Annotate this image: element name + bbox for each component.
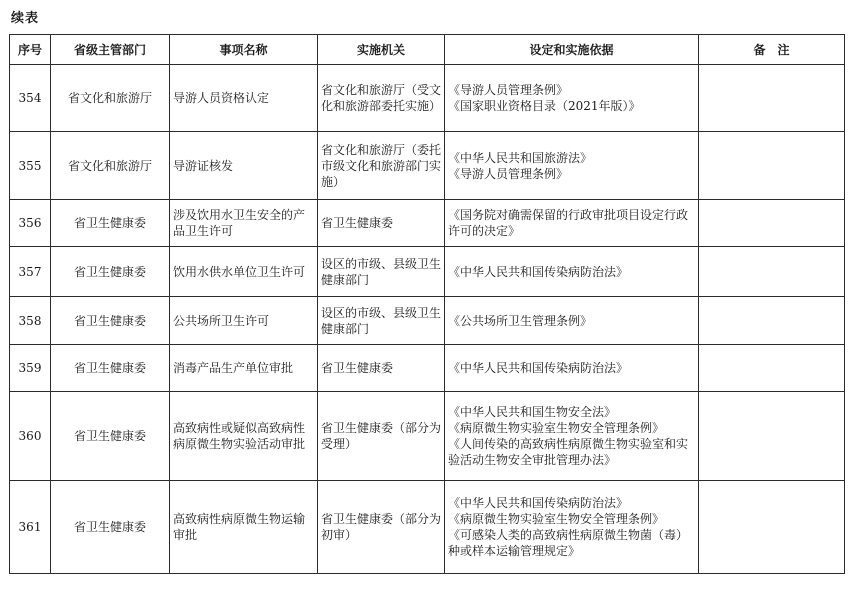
cell-basis	[445, 247, 699, 297]
cell-remark	[699, 132, 845, 200]
cell-remark	[699, 247, 845, 297]
cell-basis	[445, 481, 699, 574]
cell-basis	[445, 392, 699, 481]
basis-line: 《病原微生物实验室生物安全管理条例》	[448, 512, 665, 526]
table-row	[10, 200, 845, 247]
cell-agency: 省卫生健康委（部分为初审）	[318, 481, 445, 574]
cell-remark	[699, 200, 845, 247]
cell-seq: 356	[10, 200, 51, 247]
basis-line: 《公共场所卫生管理条例》	[448, 313, 593, 328]
header-basis: 设定和实施依据	[445, 35, 699, 65]
approval-items-table	[9, 34, 845, 574]
cell-dept: 省文化和旅游厅	[51, 65, 170, 132]
cell-item: 涉及饮用水卫生安全的产品卫生许可	[170, 200, 318, 247]
basis-line: 《中华人民共和国生物安全法》	[448, 405, 617, 419]
basis-line: 《中华人民共和国传染病防治法》	[448, 361, 629, 375]
cell-seq: 358	[10, 297, 51, 345]
basis-line: 《可感染人类的高致病性病原微生物菌（毒）种或样本运输管理规定》	[448, 528, 689, 558]
basis-line: 《导游人员管理条例》	[448, 166, 569, 181]
cell-dept: 省卫生健康委	[51, 200, 170, 247]
cell-basis	[445, 65, 699, 132]
cell-remark	[699, 392, 845, 481]
cell-remark	[699, 345, 845, 392]
table-row	[10, 392, 845, 481]
table-row	[10, 132, 845, 200]
cell-basis	[445, 132, 699, 200]
header-item: 事项名称	[170, 35, 318, 65]
cell-item: 高致病性或疑似高致病性病原微生物实验活动审批	[170, 392, 318, 481]
cell-item: 导游人员资格认定	[170, 65, 318, 132]
cell-agency: 省卫生健康委	[318, 200, 445, 247]
cell-seq: 354	[10, 65, 51, 132]
cell-basis	[445, 200, 699, 247]
cell-seq: 361	[10, 481, 51, 574]
cell-seq: 360	[10, 392, 51, 481]
cell-dept: 省卫生健康委	[51, 297, 170, 345]
table-caption: 续表	[11, 11, 40, 26]
table-row	[10, 65, 845, 132]
table-row	[10, 481, 845, 574]
cell-dept: 省卫生健康委	[51, 481, 170, 574]
cell-seq: 355	[10, 132, 51, 200]
basis-line: 《中华人民共和国传染病防治法》	[448, 264, 629, 279]
basis-line: 《导游人员管理条例》	[448, 83, 569, 97]
cell-item: 公共场所卫生许可	[170, 297, 318, 345]
cell-dept: 省卫生健康委	[51, 392, 170, 481]
header-dept: 省级主管部门	[51, 35, 170, 65]
basis-line: 《中华人民共和国传染病防治法》	[448, 496, 629, 510]
basis-line: 《人间传染的高致病性病原微生物实验室和实验活动生物安全审批管理办法》	[448, 437, 689, 467]
cell-item: 导游证核发	[170, 132, 318, 200]
table-row	[10, 247, 845, 297]
cell-item: 饮用水供水单位卫生许可	[170, 247, 318, 297]
cell-remark	[699, 297, 845, 345]
cell-agency: 省文化和旅游厅（委托市级文化和旅游部门实施）	[318, 132, 445, 200]
cell-dept: 省卫生健康委	[51, 247, 170, 297]
cell-remark	[699, 481, 845, 574]
cell-agency: 省卫生健康委（部分为受理）	[318, 392, 445, 481]
cell-agency: 省卫生健康委	[318, 345, 445, 392]
basis-line: 《病原微生物实验室生物安全管理条例》	[448, 421, 665, 435]
cell-agency: 设区的市级、县级卫生健康部门	[318, 297, 445, 345]
cell-basis	[445, 297, 699, 345]
cell-seq: 359	[10, 345, 51, 392]
header-row	[10, 35, 845, 65]
cell-agency: 设区的市级、县级卫生健康部门	[318, 247, 445, 297]
header-seq: 序号	[10, 35, 51, 65]
basis-line: 《国务院对确需保留的行政审批项目设定行政许可的决定》	[448, 208, 689, 238]
table-row	[10, 297, 845, 345]
header-agency: 实施机关	[318, 35, 445, 65]
basis-line: 《国家职业资格目录（2021年版）》	[448, 99, 641, 113]
table-row	[10, 345, 845, 392]
cell-remark	[699, 65, 845, 132]
cell-agency: 省文化和旅游厅（受文化和旅游部委托实施）	[318, 65, 445, 132]
cell-seq: 357	[10, 247, 51, 297]
cell-item: 高致病性病原微生物运输审批	[170, 481, 318, 574]
basis-line: 《中华人民共和国旅游法》	[448, 150, 593, 165]
cell-basis	[445, 345, 699, 392]
header-remark: 备 注	[699, 35, 845, 65]
cell-dept: 省卫生健康委	[51, 345, 170, 392]
cell-item: 消毒产品生产单位审批	[170, 345, 318, 392]
cell-dept: 省文化和旅游厅	[51, 132, 170, 200]
